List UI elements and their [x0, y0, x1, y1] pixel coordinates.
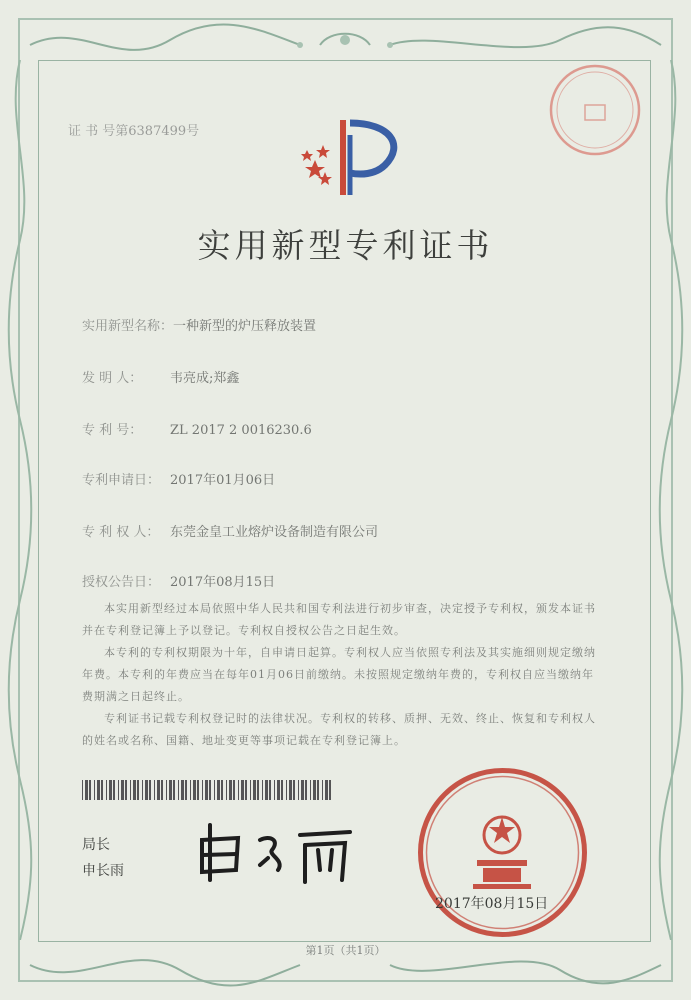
field-patent-number — [82, 419, 312, 438]
bottom-flourish — [0, 930, 691, 1000]
field-utility-name — [82, 315, 316, 334]
field-grant-date — [82, 571, 275, 590]
paragraph: 本实用新型经过本局依照中华人民共和国专利法进行初步审查，决定授予专利权，颁发本证书并在专利登记簿上予以登记。专利权自授权公告之日起生效。 — [82, 602, 596, 637]
field-label: 授权公告日： — [82, 575, 161, 590]
right-flourish — [651, 60, 691, 940]
field-value: 2017年01月06日 — [170, 473, 276, 488]
field-label: 专利申请日： — [82, 473, 161, 488]
paragraph: 专利证书记载专利权登记时的法律状况。专利权的转移、质押、无效、终止、恢复和专利权人的姓名或名称、国籍、地址变更等事项记载在专利登记簿上。 — [82, 712, 596, 747]
patent-office-logo — [295, 115, 415, 200]
certificate-title: 实用新型专利证书 — [197, 226, 494, 265]
issue-date: 2017年08月15日 — [435, 896, 549, 912]
field-value: ZL 2017 2 0016230.6 — [170, 423, 312, 438]
field-value: 一种新型的炉压释放装置 — [173, 319, 317, 334]
paragraph: 本专利的专利权期限为十年，自申请日起算。专利权人应当依照专利法及其实施细则规定缴纳年费。本专利的年费应当在每年01月06日前缴纳。未按照规定缴纳年费的，专利权自应当缴纳年费期满之日起终止。 — [82, 646, 596, 703]
field-value: 韦亮成;郑鑫 — [170, 371, 240, 386]
field-value: 东莞金皇工业熔炉设备制造有限公司 — [170, 525, 379, 540]
field-label: 实用新型名称： — [82, 319, 174, 334]
page-number: 第1页（共1页） — [305, 944, 386, 957]
director-block — [82, 832, 124, 884]
director-name: 申长雨 — [82, 863, 124, 879]
director-signature — [190, 810, 360, 890]
body-text — [82, 598, 602, 752]
field-label: 专 利 号： — [82, 423, 143, 438]
field-application-date — [82, 469, 275, 488]
field-value: 2017年08月15日 — [170, 575, 276, 590]
director-title: 局长 — [82, 837, 110, 853]
field-label: 发 明 人： — [82, 371, 143, 386]
barcode — [82, 780, 332, 800]
left-flourish — [0, 60, 40, 940]
field-inventors — [82, 367, 239, 386]
printer-seal — [545, 60, 645, 160]
field-label: 专 利 权 人： — [82, 525, 160, 540]
certificate-number: 证 书 号第6387499号 — [68, 124, 200, 139]
field-patentee — [82, 521, 378, 540]
official-seal — [415, 765, 590, 940]
